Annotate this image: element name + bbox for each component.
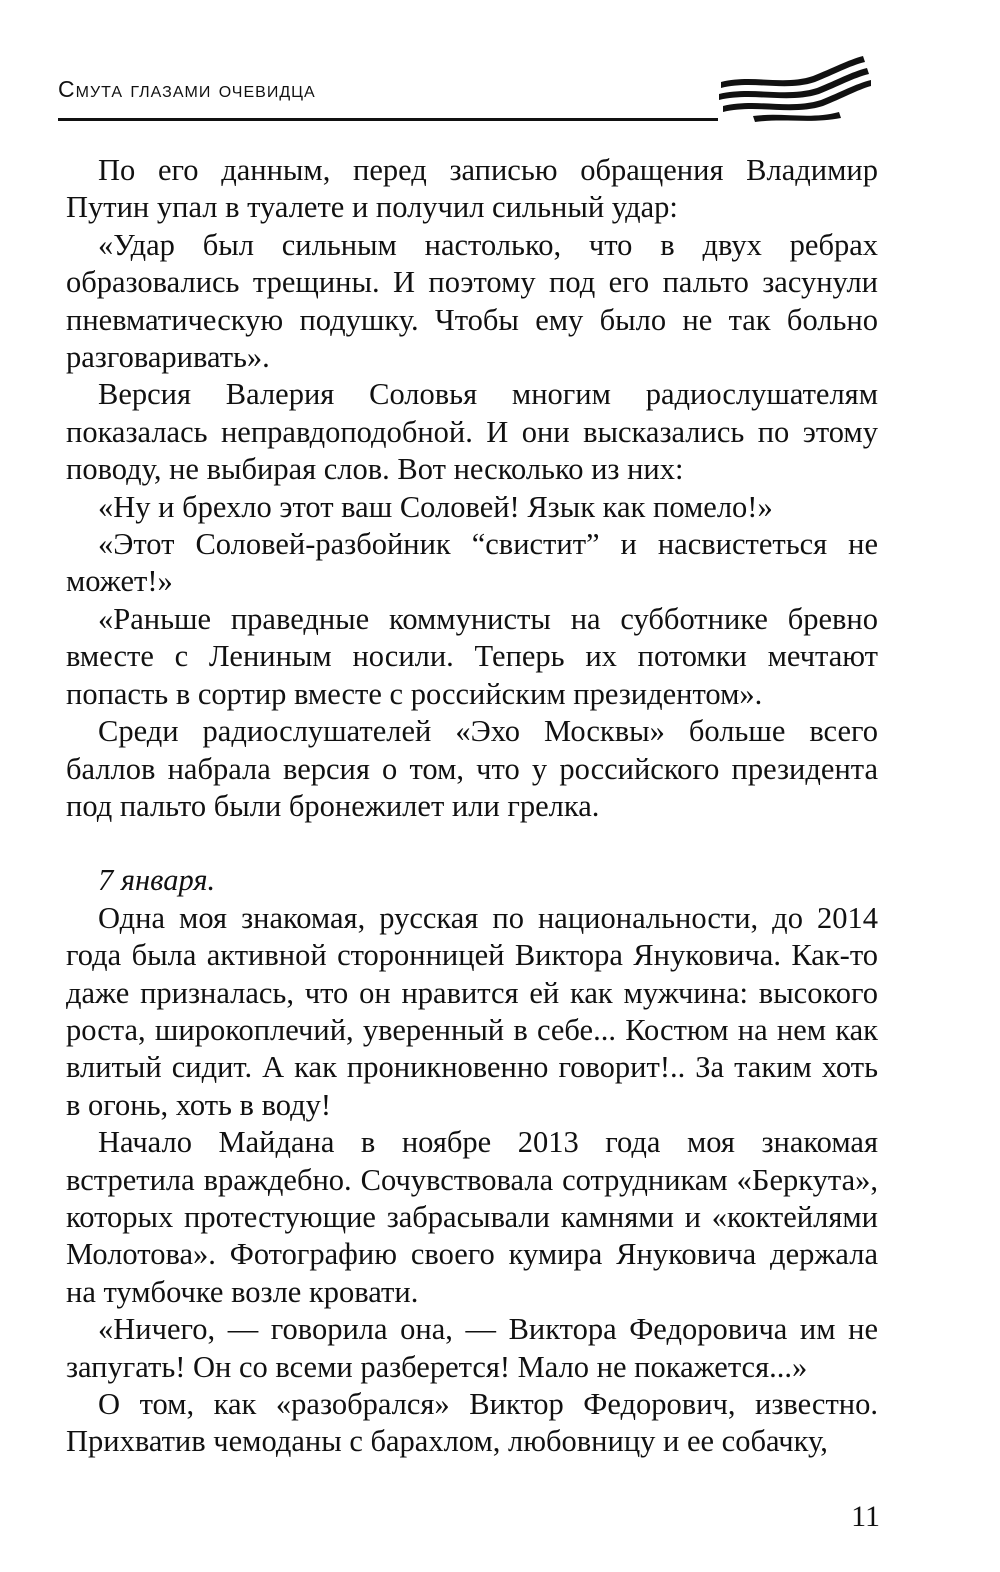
page-number: 11 <box>851 1500 880 1533</box>
running-header <box>58 52 878 132</box>
header-rule <box>58 118 718 121</box>
paragraph: «Этот Соловей-разбойник “свистит” и насвистеться не может!» <box>66 527 878 599</box>
paragraph: «Ну и брехло этот ваш Соловей! Язык как помело!» <box>98 489 773 524</box>
paragraph: Версия Валерия Соловья многим радиослушателям показалась неправдоподобной. И они высказались по этому поводу, не выбирая слов. Вот несколько из них: <box>66 377 878 487</box>
paragraph: По его данным, перед записью обращения Владимир Путин упал в туалете и получил сильный удар: <box>66 153 878 225</box>
running-header-title: Смута глазами очевидца <box>58 76 316 102</box>
paragraph: «Ничего, — говорила она, — Виктора Федоровича им не запугать! Он со всеми разберется! Мало не покажется...» <box>66 1312 878 1384</box>
paragraph: «Раньше праведные коммунисты на субботнике бревно вместе с Лениным носили. Теперь их потомки мечтают попасть в сортир вместе с российским президентом». <box>66 601 878 711</box>
paragraph: Среди радиослушателей «Эхо Москвы» больше всего баллов набрала версия о том, что у российского президента под пальто были бронежилет или грелка. <box>66 714 878 823</box>
paragraph: Начало Майдана в ноябре 2013 года моя знакомая встретила враждебно. Сочувствовала сотрудникам «Беркута», которых протестующие забрасывали камнями и «коктейлями Молотова». Фотографию своего кумира Януковича держала на тумбочке возле кровати. <box>66 1125 878 1309</box>
date-heading: 7 января. <box>98 863 216 898</box>
body-text <box>66 152 878 1461</box>
paragraph: О том, как «разобрался» Виктор Федорович, известно. Прихватив чемоданы с барахлом, любовницу и ее собачку, <box>66 1387 878 1459</box>
flag-ribbon-icon <box>713 52 873 124</box>
paragraph: «Удар был сильным настолько, что в двух ребрах образовались трещины. И поэтому под его пальто засунули пневматическую подушку. Чтобы ему было не так больно разговаривать». <box>66 227 878 375</box>
paragraph: Одна моя знакомая, русская по национальности, до 2014 года была активной сторонницей Виктора Януковича. Как-то даже призналась, что он нравится ей как мужчина: высокого роста, широкоплечий, уверенный в себе... Костюм на нем как влитый сидит. А как проникновенно говорит!.. За таким хоть в огонь, хоть в воду! <box>66 900 878 1122</box>
